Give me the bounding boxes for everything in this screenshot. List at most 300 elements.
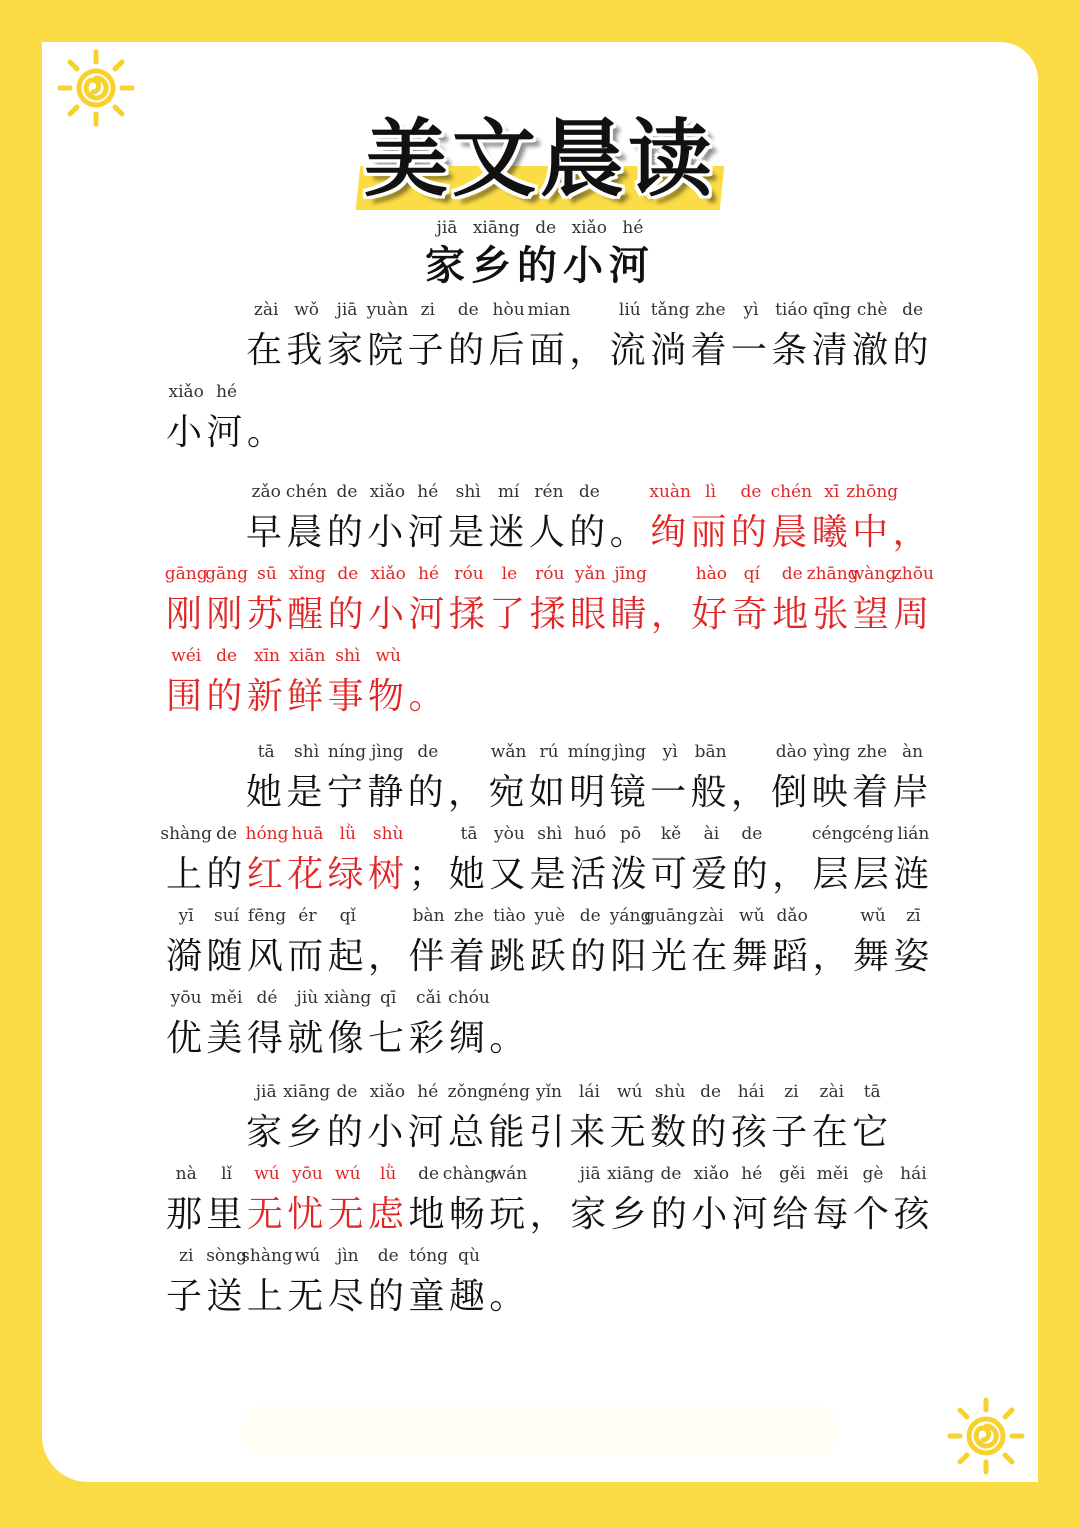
hanzi-char: 风 <box>246 936 288 977</box>
pinyin-syllable: zài <box>253 300 279 320</box>
pinyin-syllable: jìn <box>336 1246 359 1266</box>
hanzi-char: 彩 <box>408 1018 449 1059</box>
hanzi-char: 起 <box>327 936 369 977</box>
pinyin-syllable: xiàng <box>324 988 372 1008</box>
pinyin-syllable: wú <box>254 1164 280 1184</box>
pinyin-syllable: zài <box>699 906 724 926</box>
pinyin-syllable: xī <box>824 482 840 502</box>
hanzi-char: 上 <box>246 1276 288 1317</box>
hanzi-char: 面 <box>528 330 570 371</box>
page-title: 美文晨读 <box>363 110 716 208</box>
pinyin-syllable: lì <box>705 482 717 502</box>
hanzi-char: 淌 <box>650 330 691 371</box>
hanzi-char: 总 <box>448 1112 489 1153</box>
pinyin-syllable: jiā <box>255 1082 277 1102</box>
hanzi-char: 来 <box>569 1112 610 1153</box>
hanzi-char: 畅 <box>448 1194 490 1235</box>
pinyin-syllable: tā <box>863 1082 881 1102</box>
hanzi-char: 的 <box>206 676 247 717</box>
pinyin-syllable: jīng <box>614 564 647 584</box>
hanzi-char: 童 <box>408 1276 449 1317</box>
hanzi-char: 小 <box>368 594 409 635</box>
pinyin-syllable: tiào <box>493 906 526 926</box>
pinyin-syllable: yòu <box>493 824 525 844</box>
hanzi-char: 早 <box>246 512 287 553</box>
hanzi-char: 的 <box>448 330 489 371</box>
pinyin-syllable: zhōu <box>892 564 934 584</box>
pinyin-syllable: shàng <box>160 824 213 844</box>
pinyin-syllable: xiāng <box>607 1164 655 1184</box>
hanzi-char: 周 <box>893 594 934 635</box>
hanzi-char: 静 <box>367 772 408 813</box>
pinyin-syllable: qī <box>380 988 397 1008</box>
pinyin-syllable: mí <box>497 482 520 502</box>
pinyin-syllable: wú <box>617 1082 643 1102</box>
pinyin-syllable: de <box>660 1164 682 1184</box>
pinyin-syllable: hái <box>737 1082 765 1102</box>
pinyin-syllable: cǎi <box>416 988 442 1008</box>
pinyin-syllable: yuè <box>534 906 566 926</box>
hanzi-char: 后 <box>488 330 529 371</box>
pinyin-syllable: liú <box>618 300 641 320</box>
hanzi-char: 每 <box>812 1194 853 1235</box>
punctuation: ， <box>569 330 610 371</box>
pinyin-syllable: de <box>578 482 600 502</box>
pinyin-syllable: pō <box>620 824 642 844</box>
pinyin-syllable: kě <box>660 824 682 844</box>
hanzi-char: 河 <box>407 1112 449 1153</box>
hanzi-char: 晨 <box>286 512 327 553</box>
pinyin-syllable: de <box>216 646 238 666</box>
hanzi-char: 舞 <box>731 936 773 977</box>
hanzi-char: 上 <box>166 854 207 895</box>
hanzi-char: 宁 <box>326 772 368 813</box>
hanzi-char: 它 <box>852 1112 893 1153</box>
text-line <box>160 824 934 900</box>
pinyin-syllable: yǎn <box>574 564 606 584</box>
hanzi-char: 的 <box>326 1112 368 1153</box>
hanzi-char: 明 <box>569 772 610 813</box>
pinyin-syllable: yì <box>743 300 759 320</box>
pinyin-syllable: xiǎo <box>693 1164 730 1184</box>
hanzi-char: 尽 <box>327 1276 369 1317</box>
hanzi-row <box>166 850 934 900</box>
pinyin-syllable: shì <box>537 824 563 844</box>
pinyin-syllable: chén <box>285 482 328 502</box>
hanzi-char: 层 <box>812 854 853 895</box>
pinyin-syllable: néng <box>487 1082 531 1102</box>
pinyin-row <box>166 564 934 590</box>
pinyin-syllable: hòu <box>492 300 525 320</box>
pinyin-row <box>246 482 933 508</box>
text-line <box>246 1082 893 1158</box>
hanzi-char: 晨 <box>771 512 812 553</box>
hanzi-row <box>166 1272 530 1322</box>
pinyin-syllable: le <box>501 564 518 584</box>
pinyin-syllable: hào <box>695 564 728 584</box>
pinyin-syllable: gāng <box>205 564 249 584</box>
pinyin-syllable: gāng <box>164 564 208 584</box>
hanzi-char: 随 <box>206 936 247 977</box>
pinyin-syllable: yì <box>662 742 678 762</box>
pinyin-syllable: chàng <box>442 1164 496 1184</box>
hanzi-char: 绚 <box>650 512 691 553</box>
pinyin-syllable: zi <box>784 1082 799 1102</box>
pinyin-syllable: qù <box>458 1246 480 1266</box>
hanzi-char: 得 <box>246 1018 288 1059</box>
pinyin-syllable: xiǎo <box>369 1082 406 1102</box>
hanzi-char: 在 <box>246 330 287 371</box>
hanzi-char: 河 <box>731 1194 773 1235</box>
hanzi-char: 舞 <box>852 936 894 977</box>
hanzi-char: 阳 <box>610 936 651 977</box>
pinyin-syllable: tiáo <box>775 300 808 320</box>
hanzi-char: 她 <box>246 772 287 813</box>
decorative-glow <box>240 1405 840 1455</box>
hanzi-char: 小 <box>367 512 408 553</box>
punctuation: ， <box>529 1194 571 1235</box>
text-line <box>246 482 933 558</box>
hanzi-char: 宛 <box>488 772 529 813</box>
pinyin-syllable: chè <box>856 300 888 320</box>
pinyin-syllable: de <box>336 482 358 502</box>
hanzi-char: 眼 <box>570 594 611 635</box>
pinyin-syllable: mian <box>527 300 571 320</box>
hanzi-char: 孩 <box>893 1194 934 1235</box>
hanzi-char: 了 <box>489 594 530 635</box>
punctuation: ； <box>408 854 449 895</box>
text-line <box>166 906 934 982</box>
pinyin-syllable: hé <box>418 564 440 584</box>
hanzi-char: 小 <box>691 1194 732 1235</box>
pinyin-syllable: wán <box>491 1164 528 1184</box>
pinyin-syllable: zī <box>906 906 921 926</box>
hanzi-char: 花 <box>287 854 328 895</box>
pinyin-syllable: chóu <box>448 988 490 1008</box>
hanzi-char: 鲜 <box>287 676 328 717</box>
pinyin-syllable: xīn <box>254 646 280 666</box>
hanzi-char: 趣 <box>448 1276 490 1317</box>
hanzi-char: 的 <box>368 1276 409 1317</box>
hanzi-char: 着 <box>690 330 731 371</box>
pinyin-syllable: gěi <box>778 1164 806 1184</box>
pinyin-syllable: céng <box>852 824 894 844</box>
hanzi-char: 蹈 <box>772 936 813 977</box>
pinyin-syllable: sū <box>257 564 277 584</box>
pinyin-syllable: róu <box>535 564 565 584</box>
hanzi-char: 在 <box>811 1112 853 1153</box>
punctuation: 。 <box>609 512 651 553</box>
punctuation: ， <box>448 772 489 813</box>
pinyin-syllable: wù <box>375 646 401 666</box>
pinyin-row <box>166 1164 934 1190</box>
hanzi-char: 曦 <box>811 512 853 553</box>
pinyin-syllable: tóng <box>409 1246 449 1266</box>
pinyin-syllable: shù <box>654 1082 686 1102</box>
hanzi-row <box>166 590 934 640</box>
hanzi-char: 揉 <box>529 594 571 635</box>
hanzi-char: 的 <box>326 512 368 553</box>
hanzi-char: 镜 <box>609 772 651 813</box>
hanzi-char: 的 <box>327 594 369 635</box>
punctuation: ， <box>368 936 409 977</box>
hanzi-char: 她 <box>448 854 490 895</box>
pinyin-syllable: gè <box>862 1164 884 1184</box>
pinyin-syllable: xuàn <box>649 482 691 502</box>
hanzi-char: 围 <box>166 676 207 717</box>
pinyin-syllable: suí <box>214 906 240 926</box>
pinyin-syllable: shàng <box>241 1246 293 1266</box>
hanzi-char: 树 <box>368 854 409 895</box>
hanzi-char: 如 <box>528 772 570 813</box>
pinyin-syllable: chén <box>770 482 813 502</box>
pinyin-row <box>166 988 530 1014</box>
pinyin-syllable: zi <box>178 1246 194 1266</box>
pinyin-syllable: jiā <box>579 1164 601 1184</box>
pinyin-syllable: lǐ <box>221 1164 233 1184</box>
pinyin-syllable: huó <box>574 824 607 844</box>
hanzi-char: 红 <box>246 854 288 895</box>
hanzi-char: 一 <box>730 330 772 371</box>
pinyin-syllable: de <box>781 564 803 584</box>
hanzi-char: 倒 <box>771 772 812 813</box>
hanzi-char: 刚 <box>166 594 207 635</box>
hanzi-char: 忧 <box>287 1194 328 1235</box>
hanzi-char: 好 <box>691 594 732 635</box>
hanzi-row <box>166 1190 934 1240</box>
hanzi-char: 优 <box>166 1018 207 1059</box>
hanzi-char: 能 <box>488 1112 529 1153</box>
hanzi-char: 是 <box>448 512 489 553</box>
pinyin-syllable: yǐn <box>536 1082 562 1102</box>
pinyin-syllable: de <box>216 824 238 844</box>
hanzi-char: 河 <box>407 512 449 553</box>
pinyin-syllable: céng <box>811 824 854 844</box>
text-line <box>166 382 287 458</box>
hanzi-row <box>166 1014 530 1064</box>
hanzi-char: 是 <box>286 772 327 813</box>
pinyin-syllable: shì <box>335 646 361 666</box>
punctuation: ， <box>892 512 933 553</box>
hanzi-char: 清 <box>811 330 853 371</box>
hanzi-char: 地 <box>408 1194 449 1235</box>
hanzi-char: 家 <box>326 330 368 371</box>
punctuation: 。 <box>489 1018 530 1059</box>
text-line <box>246 742 933 818</box>
hanzi-char: 子 <box>166 1276 207 1317</box>
poem-title-block <box>0 218 1080 290</box>
hanzi-char: 送 <box>206 1276 247 1317</box>
hanzi-char: 在 <box>691 936 732 977</box>
hanzi-char: 望 <box>852 594 894 635</box>
pinyin-syllable: hé <box>741 1164 763 1184</box>
hanzi-row <box>166 932 934 982</box>
pinyin-syllable: měi <box>816 1164 849 1184</box>
hanzi-char: 活 <box>570 854 611 895</box>
pinyin-syllable: huā <box>291 824 324 844</box>
hanzi-char: 中 <box>852 512 893 553</box>
pinyin-syllable: zǎo <box>251 482 281 502</box>
hanzi-char: 姿 <box>893 936 934 977</box>
hanzi-char: 涟 <box>893 854 934 895</box>
hanzi-char: 新 <box>246 676 288 717</box>
pinyin-syllable: bàn <box>412 906 445 926</box>
pinyin-syllable: xǐng <box>288 564 326 584</box>
pinyin-syllable: jiā <box>336 300 358 320</box>
hanzi-char: 绿 <box>327 854 369 895</box>
hanzi-char: 物 <box>368 676 409 717</box>
pinyin-syllable: qǐ <box>339 906 356 926</box>
pinyin-syllable: rú <box>539 742 559 762</box>
pinyin-syllable: nà <box>175 1164 197 1184</box>
hanzi-char: 的 <box>569 512 610 553</box>
pinyin-syllable: lián <box>897 824 930 844</box>
text-line <box>166 1246 530 1322</box>
hanzi-char: 着 <box>448 936 490 977</box>
pinyin-syllable: de <box>377 1246 399 1266</box>
hanzi-char: 的 <box>731 854 773 895</box>
text-line <box>166 988 530 1064</box>
pinyin-syllable: wǎn <box>490 742 527 762</box>
pinyin-syllable: tā <box>460 824 478 844</box>
pinyin-syllable: guāng <box>644 906 698 926</box>
punctuation: 。 <box>246 412 288 453</box>
hanzi-char: 无 <box>327 1194 369 1235</box>
hanzi-char: 层 <box>852 854 894 895</box>
pinyin-syllable: hé <box>417 1082 439 1102</box>
pinyin-syllable: yìng <box>813 742 851 762</box>
hanzi-char: 乡 <box>610 1194 651 1235</box>
pinyin-syllable: de <box>337 564 359 584</box>
hanzi-char: 事 <box>327 676 369 717</box>
hanzi-char: 美 <box>206 1018 247 1059</box>
pinyin-syllable: wú <box>294 1246 321 1266</box>
pinyin-row <box>166 1246 530 1272</box>
hanzi-char: 又 <box>489 854 530 895</box>
hanzi-row <box>166 672 449 722</box>
hanzi-char: 玩 <box>489 1194 530 1235</box>
pinyin-syllable: de <box>418 1164 440 1184</box>
hanzi-char: 揉 <box>448 594 490 635</box>
pinyin-syllable: xiān <box>289 646 326 666</box>
pinyin-syllable: dǎo <box>776 906 808 926</box>
pinyin-syllable: hái <box>900 1164 927 1184</box>
hanzi-char: 映 <box>811 772 853 813</box>
hanzi-char: 漪 <box>166 936 207 977</box>
pinyin-row <box>166 646 449 672</box>
hanzi-row <box>246 326 933 376</box>
pinyin-syllable: hé <box>417 482 439 502</box>
hanzi-row <box>166 408 287 458</box>
pinyin-syllable: de <box>457 300 479 320</box>
pinyin-syllable: de <box>741 824 763 844</box>
pinyin-syllable: tǎng <box>650 300 690 320</box>
header <box>0 92 1080 222</box>
hanzi-char: 虑 <box>368 1194 409 1235</box>
hanzi-char: 的 <box>206 854 247 895</box>
text-line <box>166 564 934 640</box>
pinyin-syllable: tā <box>257 742 275 762</box>
pinyin-syllable: de <box>579 906 601 926</box>
punctuation: 。 <box>408 676 449 717</box>
pinyin-syllable: shì <box>455 482 481 502</box>
pinyin-syllable: zhāng <box>806 564 859 584</box>
hanzi-char: 绸 <box>448 1018 490 1059</box>
punctuation: 。 <box>489 1276 530 1317</box>
hanzi-char: 孩 <box>730 1112 772 1153</box>
hanzi-row <box>246 768 933 818</box>
hanzi-char: 爱 <box>691 854 732 895</box>
hanzi-char: 丽 <box>690 512 731 553</box>
pinyin-syllable: de <box>902 300 924 320</box>
pinyin-syllable: jìng <box>613 742 647 762</box>
pinyin-syllable: lǜ <box>339 824 356 844</box>
pinyin-syllable: xiǎo <box>369 482 406 502</box>
pinyin-syllable: hóng <box>245 824 289 844</box>
hanzi-char: 里 <box>206 1194 247 1235</box>
pinyin-syllable: lǜ <box>379 1164 397 1184</box>
hanzi-char: 家 <box>570 1194 611 1235</box>
hanzi-char: 小 <box>166 412 207 453</box>
pinyin-syllable: níng <box>327 742 367 762</box>
pinyin-syllable: qīng <box>812 300 851 320</box>
text-line <box>246 300 933 376</box>
pinyin-syllable: rén <box>534 482 564 502</box>
pinyin-syllable: sòng <box>206 1246 247 1266</box>
pinyin-syllable: bān <box>694 742 727 762</box>
hanzi-char: 给 <box>772 1194 813 1235</box>
hanzi-char: 的 <box>690 1112 731 1153</box>
pinyin-syllable: dé <box>256 988 278 1008</box>
pinyin-syllable: de <box>336 1082 358 1102</box>
hanzi-char: 地 <box>772 594 813 635</box>
hanzi-char: 般 <box>690 772 731 813</box>
hanzi-char: 院 <box>367 330 408 371</box>
hanzi-char: 苏 <box>246 594 288 635</box>
hanzi-char: 子 <box>407 330 449 371</box>
pinyin-syllable: de <box>740 482 762 502</box>
pinyin-syllable: róu <box>454 564 484 584</box>
hanzi-char: 那 <box>166 1194 207 1235</box>
pinyin-syllable: wǔ <box>739 906 765 926</box>
punctuation: ， <box>772 854 813 895</box>
hanzi-char: 张 <box>812 594 853 635</box>
hanzi-char: 数 <box>650 1112 691 1153</box>
hanzi-char: 像 <box>327 1018 369 1059</box>
pinyin-syllable: àn <box>902 742 924 762</box>
hanzi-char: 条 <box>771 330 812 371</box>
pinyin-syllable: yuàn <box>366 300 409 320</box>
hanzi-char: 刚 <box>206 594 247 635</box>
pinyin-syllable: yōu <box>170 988 202 1008</box>
hanzi-char: 的 <box>570 936 611 977</box>
pinyin-syllable: wàng <box>849 564 897 584</box>
hanzi-char: 无 <box>287 1276 328 1317</box>
pinyin-syllable: zhe <box>857 742 888 762</box>
hanzi-char: 睛 <box>610 594 651 635</box>
poem-title: 家乡的小河 <box>425 242 655 289</box>
hanzi-row <box>246 1108 893 1158</box>
pinyin-syllable: wéi <box>171 646 202 666</box>
hanzi-char: 的 <box>650 1194 692 1235</box>
hanzi-char: 我 <box>286 330 327 371</box>
hanzi-char: 奇 <box>731 594 773 635</box>
hanzi-char: 人 <box>528 512 570 553</box>
text-line <box>166 1164 934 1240</box>
hanzi-char: 小 <box>367 1112 408 1153</box>
text-line <box>166 646 449 722</box>
pinyin-syllable: xiǎo <box>370 564 406 584</box>
